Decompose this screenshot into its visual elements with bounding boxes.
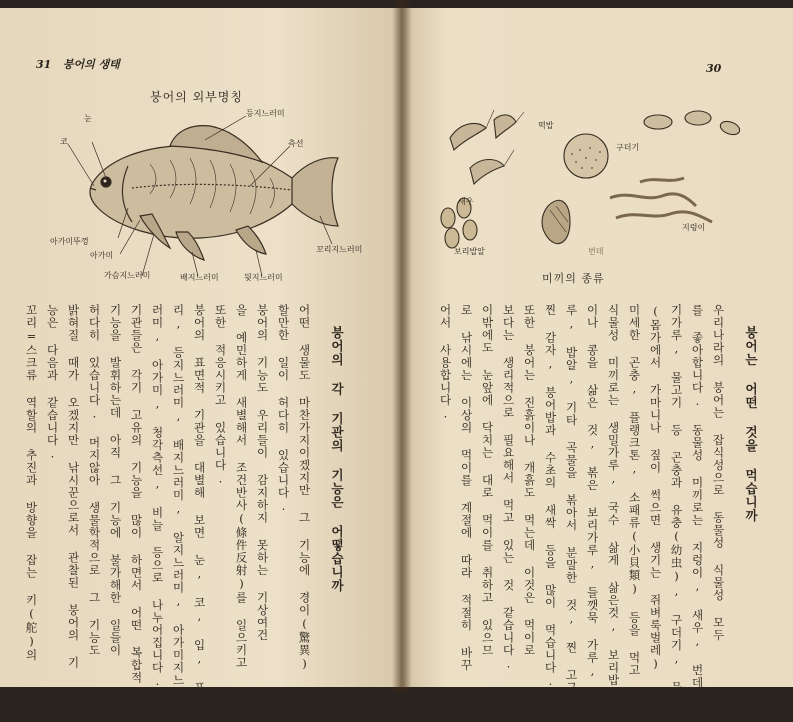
- fish-label-anal-fin: 뒷지느러미: [244, 273, 283, 282]
- left-text-column: 능은 다음과 같습니다.: [45, 304, 60, 462]
- left-text-column: 할만한 일이 허다히 있습니다.: [276, 304, 291, 514]
- bait-label-maggot: 구더기: [616, 143, 640, 152]
- fish-figure-title: 붕어의 외부명칭: [150, 90, 243, 104]
- maggot-drawing: [644, 111, 741, 137]
- left-running-head: [36, 56, 120, 72]
- right-text-column: 또한 붕어는 진흙이나 개흙도 먹는데 이것은 먹이로: [522, 304, 537, 657]
- left-text-column: 어떤 생물도 마찬가지이겠지만 그 기능에 경이(驚異): [297, 304, 312, 672]
- right-text-column: 이나 콩을 삶은 것, 볶은 보리가루, 들깻묵 가루, 콩가: [585, 304, 600, 719]
- left-text-column: 허다히 있습니다. 머지않아 생물학적으로 그 기능도: [87, 304, 102, 657]
- fish-label-eye: 눈: [84, 114, 92, 123]
- right-text-column: 식물성 미끼로는 생밀가루, 국수 삶게 삶은것, 보리밥: [606, 304, 621, 687]
- fish-tail: [292, 158, 338, 226]
- left-text-column: 붕어의 표면적 기관을 대별해 보면 눈, 코, 입, 표: [192, 304, 207, 694]
- left-text-column: 붕어의 기능도 우리들이 감지하지 못하는 기상여건: [255, 304, 270, 642]
- left-text-column: 밝혀질 때가 오겠지만 낚시꾼으로서 관찰된 붕어의 기: [66, 304, 81, 669]
- right-text-column: 우리나라의 붕어는 잡식성으로 동물성 식물성 모두: [711, 304, 726, 642]
- right-text-column: 보다는 생리적으로 필요해서 먹고 있는 것 같습니다.: [501, 304, 516, 672]
- fish-label-caudal-fin: 꼬리지느러미: [316, 245, 363, 254]
- earthworm-drawing: [610, 178, 712, 222]
- shrimp-drawing: [450, 110, 524, 184]
- bait-label-paste: 떡밥: [538, 121, 554, 130]
- left-text-column: 러미, 아가미, 청각측선, 비늘 등으로 나누어집니다. 이: [150, 304, 165, 717]
- right-section-heading: 붕어는 어떤 것을 먹습니까: [743, 326, 759, 523]
- book-gutter: [392, 0, 412, 693]
- fish-label-gill-cover: 아가미뚜껑: [50, 237, 89, 246]
- left-section-heading: 붕어의 각 기관의 기능은 어떻습니까: [329, 326, 345, 593]
- fish-illustration: [0, 104, 400, 294]
- left-text-column: 을 예민하게 새별해서 조건반사(條件反射)를 일으키고: [234, 304, 249, 669]
- fish-anal-fin: [236, 226, 266, 254]
- left-text-column: 리, 등지느러미, 배지느러미, 알지느러미, 아가미지느: [171, 304, 186, 687]
- right-text-column: 루, 밥알, 기타 곡물을 볶아서 분말한 것, 찐 고구마,: [564, 304, 579, 722]
- fish-label-pectoral-fin: 가슴지느러미: [104, 271, 151, 280]
- bait-paste-drawing: [564, 134, 608, 178]
- fish-label-pelvic-fin: 배지느러미: [180, 273, 219, 282]
- right-text-column: 기가루, 물고기 등 곤충과 유충(幼虫), 구더기, 물벼룩: [669, 304, 684, 719]
- left-page-number: 31: [36, 58, 52, 71]
- right-text-column: 를 좋아합니다. 동물성 미끼로는 지렁이, 새우, 번데: [690, 304, 705, 689]
- fish-label-nose: 코: [60, 137, 68, 146]
- left-running-head-text: 붕어의 생태: [62, 58, 120, 71]
- bait-illustration: [430, 98, 760, 268]
- left-text-column: 또한 적응시키고 있습니다.: [213, 304, 228, 487]
- right-text-column: (몸가에서 가마니나 짚이 썩으면 생기는 쥐벼룩벌레): [648, 304, 663, 672]
- right-text-column: 이밖에도 눈앞에 닥치는 대로 먹이를 취하고 있으므: [480, 304, 495, 657]
- fish-body: [90, 146, 324, 239]
- left-text-column: 기능을 발휘하는데 아직 그 기능에 불가해한 일들이: [108, 304, 123, 657]
- bait-label-pupa: 번데: [588, 247, 604, 256]
- bait-label-shrimp: 새우: [458, 197, 474, 206]
- bait-figure-caption: 미끼의 종류: [542, 272, 605, 285]
- left-text-column: 기관들은 각기 고유의 기능을 많이 하면서 어떤 복합적: [129, 304, 144, 684]
- right-text-column: 어서 사용합니다.: [438, 304, 453, 422]
- left-page: [0, 8, 400, 717]
- right-page-number: 30: [706, 62, 722, 75]
- fish-label-dorsal-fin: 등지느러미: [246, 109, 285, 118]
- bait-label-barley: 보리밥알: [454, 247, 485, 256]
- fish-label-lateral-line: 측선: [288, 139, 304, 148]
- right-page: [400, 8, 793, 722]
- bait-label-earthworm: 지렁이: [682, 223, 706, 232]
- fish-label-gill: 아가미: [90, 251, 114, 260]
- right-text-column: 찐 감자, 붕어밥과 수초의 새싹 등을 많이 먹습니다.: [543, 304, 558, 689]
- left-text-column: 꼬리=스크류 역할의 추진과 방향을 잡는 키(舵)의: [24, 304, 39, 662]
- right-text-column: 로 낚시에는 이상의 먹이를 계절에 따라 적절히 바꾸: [459, 304, 474, 672]
- pupa-drawing: [542, 200, 570, 243]
- right-text-column: 미세한 곤충, 플랭크톤, 소패류(小貝類) 등을 먹고: [627, 304, 642, 677]
